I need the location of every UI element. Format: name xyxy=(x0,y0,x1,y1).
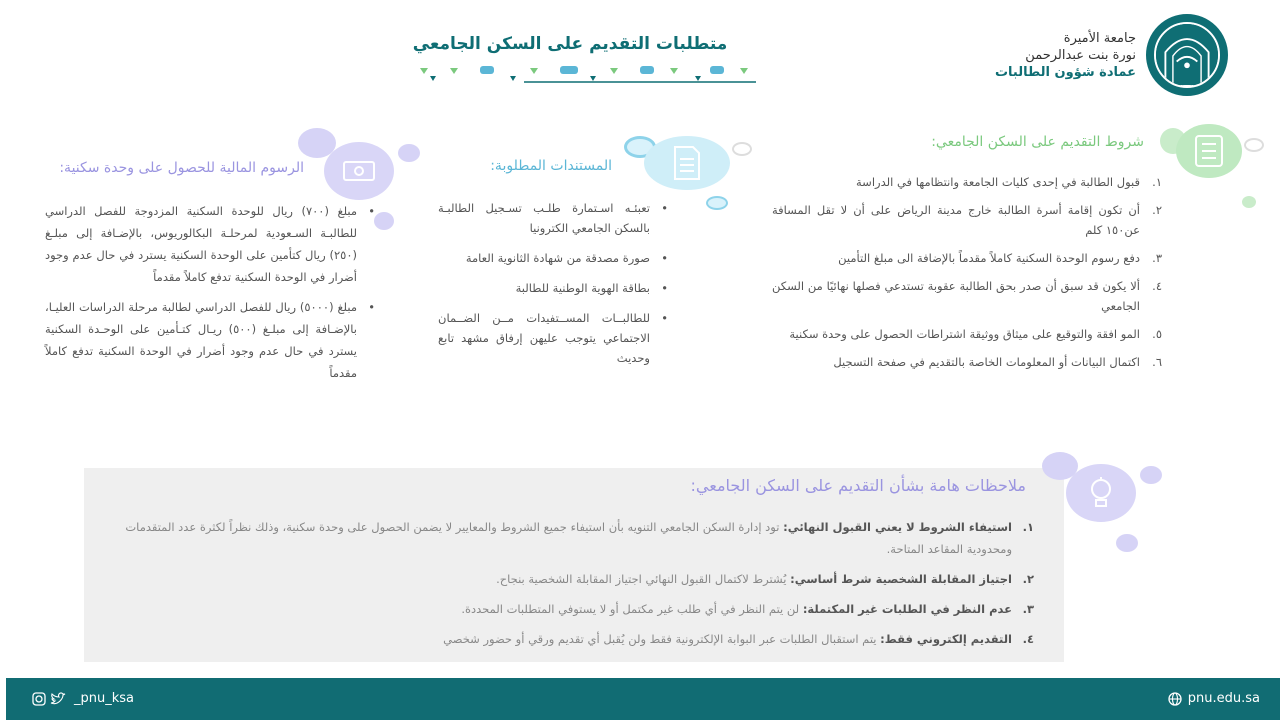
list-item: ٣. دفع رسوم الوحدة السكنية كاملاً مقدماً بالإضافة الى مبلغ التأمين xyxy=(838,251,1162,265)
list-item: ١. استيفاء الشروط لا يعني القبول النهائي: تود إدارة السكن الجامعي التنويه بأن استيفاء جميع الشروط والمعايير لا يضمن الحصول على وحدة سكنية، وذلك نظراً لكثرة عدد المتقدمات ومحدودية المقاعد المتاحة. xyxy=(125,520,1034,556)
conditions-list xyxy=(772,172,1162,380)
list-item: ٤. التقديم إلكتروني فقط: يتم استقبال الطلبات عبر البوابة الإلكترونية فقط ولن يُقبل أي تقديم ورقي أو حضور شخصي xyxy=(443,632,1034,646)
fees-list xyxy=(45,200,375,392)
list-item: ٦. اكتمال البيانات أو المعلومات الخاصة بالتقديم في صفحة التسجيل xyxy=(833,355,1162,369)
globe-icon xyxy=(1168,692,1182,706)
list-item: ٣. عدم النظر في الطلبات غير المكتملة: لن يتم النظر في أي طلب غير مكتمل أو لا يستوفي المتطلبات المحددة. xyxy=(461,602,1034,616)
title-ornament xyxy=(410,62,756,84)
fees-title: الرسوم المالية للحصول على وحدة سكنية: xyxy=(59,160,304,176)
document-icon xyxy=(644,136,730,190)
deanship-name: عمادة شؤون الطالبات xyxy=(994,65,1136,80)
list-item: • للطالبــات المســتفيدات مــن الضــمان الاجتماعي يتوجب عليهن إرفاق مشهد تابع وحديث xyxy=(438,308,668,368)
instagram-icon[interactable] xyxy=(32,692,46,706)
website-link[interactable] xyxy=(1168,691,1260,706)
decor-circle xyxy=(374,212,394,230)
social-handle[interactable] xyxy=(32,691,134,706)
checklist-icon xyxy=(1176,124,1242,178)
list-item: ٤. ألا يكون قد سبق أن صدر بحق الطالبة عقوبة تستدعي فصلها نهائيًا من السكن الجامعي xyxy=(772,279,1162,313)
list-item: • تعبئـه اسـتمارة طلـب تسـجيل الطالبـة بالسكن الجامعي الكترونيا xyxy=(438,198,668,238)
documents-title: المستندات المطلوبة: xyxy=(490,158,612,174)
list-item: • صورة مصدقة من شهادة الثانوية العامة xyxy=(438,248,668,268)
list-item: ٢. اجتياز المقابلة الشخصية شرط أساسي: يُشترط لاكتمال القبول النهائي اجتياز المقابلة الشخصية بنجاح. xyxy=(496,572,1034,586)
money-icon xyxy=(324,142,394,200)
list-item: • مبلغ (٧٠٠) ريال للوحدة السكنية المزدوجة للفصل الدراسي للطالبـة السـعودية لمرحلـة البكالوريوس، بالإضـافة إلى مبلـغ (٢٥٠) ريال كتأمين على الوحدة السكنية يسترد في حال عدم وجود أضرار في الوحدة السكنية تدفع كاملاً مقدماً xyxy=(45,200,375,288)
university-name-line1: جامعة الأميرة xyxy=(1063,31,1136,46)
documents-list xyxy=(438,198,668,378)
decor-circle xyxy=(1116,534,1138,552)
notes-list xyxy=(104,516,1034,658)
decor-circle xyxy=(1242,196,1256,208)
list-item: ٢. أن تكون إقامة أسرة الطالبة خارج مدينة الرياض على أن لا تقل المسافة عن١٥٠ كلم xyxy=(772,203,1162,237)
twitter-icon[interactable] xyxy=(50,692,66,706)
list-item: ٥. المو افقة والتوقيع على ميثاق ووثيقة اشتراطات الحصول على وحدة سكنية xyxy=(789,327,1162,341)
social-handle-text: _pnu_ksa xyxy=(74,691,134,706)
lightbulb-icon xyxy=(1066,464,1136,522)
page-title: متطلبات التقديم على السكن الجامعي xyxy=(412,34,728,54)
decor-circle xyxy=(732,142,752,156)
decor-circle xyxy=(1140,466,1162,484)
university-logo xyxy=(1146,14,1228,96)
university-name-block xyxy=(995,30,1136,82)
university-name-line2: نورة بنت عبدالرحمن xyxy=(1025,48,1136,63)
decor-circle xyxy=(706,196,728,210)
list-item: ١. قبول الطالبة في إحدى كليات الجامعة وانتظامها في الدراسة xyxy=(856,175,1162,189)
notes-title: ملاحظات هامة بشأن التقديم على السكن الجامعي: xyxy=(690,476,1026,495)
list-item: • بطاقة الهوية الوطنية للطالبة xyxy=(438,278,668,298)
footer-bar xyxy=(6,678,1280,720)
decor-circle xyxy=(1244,138,1264,152)
website-text: pnu.edu.sa xyxy=(1187,691,1260,706)
list-item: • مبلغ (٥٠٠٠) ريال للفصل الدراسي لطالبة مرحلة الدراسات العليـا، بالإضـافة إلى مبلـغ (٥٠٠) ريـال كتـأمين على الوحـدة السكنية يسترد في حال عدم وجود أضرار في الوحدة السكنية تدفع كاملاً مقدماً xyxy=(45,296,375,384)
conditions-title: شروط التقديم على السكن الجامعي: xyxy=(931,134,1144,150)
logo-emblem-icon xyxy=(1156,24,1218,86)
decor-circle xyxy=(398,144,420,162)
